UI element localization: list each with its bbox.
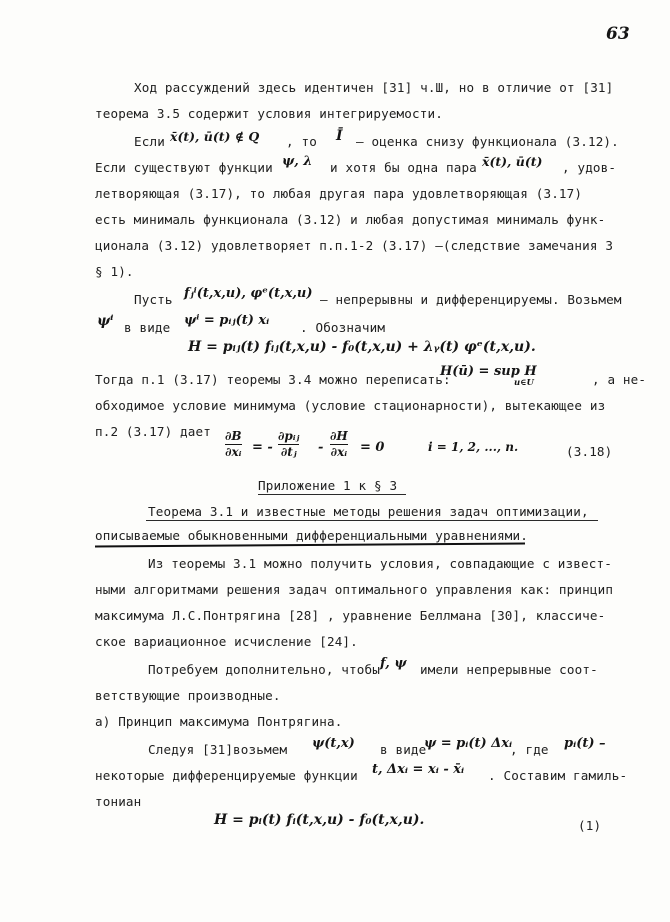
math-p-i: pᵢ(t) –	[564, 736, 606, 751]
math-psi-lambda: ψ, λ	[282, 154, 313, 169]
text-line: Тогда п.1 (3.17) теоремы 3.4 можно переписать:	[95, 372, 451, 387]
math-h-sup: H(ū) = sup H	[440, 364, 537, 379]
eq318-lhs-fraction	[225, 430, 242, 459]
text-line: ское вариационное исчисление [24].	[95, 634, 358, 649]
math-t-dx: t, Δxᵢ = xᵢ - x̄ᵢ	[372, 762, 465, 777]
appendix-heading: Приложение 1 к § 3	[258, 478, 398, 493]
text-line: в виде	[124, 320, 171, 335]
eq318-index-range: i = 1, 2, ..., n.	[428, 440, 519, 454]
eq318-lhs-num: ∂B	[225, 429, 242, 443]
text-line: , удов-	[562, 160, 617, 175]
text-line: Ход рассуждений здесь идентичен [31] ч.Ш, но в отличие от [31]	[134, 80, 614, 95]
eq318-equals-zero: = 0	[360, 440, 385, 455]
eq318-f3-num: ∂H	[330, 429, 348, 443]
page-number: 63	[606, 24, 630, 44]
text-line: Пусть	[134, 292, 173, 307]
math-psi-form: ψ = pᵢ(t) Δxᵢ	[424, 736, 513, 751]
eq318-fraction-2	[278, 430, 299, 459]
math-hamiltonian: H = pᵢ(t) fᵢ(t,x,u) - f₀(t,x,u).	[214, 812, 425, 828]
text-line: , а не-	[592, 372, 647, 387]
math-i-bar: Ī	[336, 128, 343, 144]
text-line: , то	[286, 134, 317, 149]
eq318-lhs-den: ∂xᵢ	[225, 445, 242, 459]
text-line: максимума Л.С.Понтрягина [28] , уравнение Беллмана [30], классиче-	[95, 608, 606, 623]
math-pair-xu: x̄(t), ū(t)	[482, 154, 543, 169]
text-line: ветствующие производные.	[95, 688, 281, 703]
math-fij-phi: fⱼⁱ(t,x,u), φᵉ(t,x,u)	[184, 286, 313, 301]
text-line: . Составим гамиль-	[488, 768, 628, 783]
text-line: а) Принцип максимума Понтрягина.	[95, 714, 343, 729]
text-line: тониан	[95, 794, 142, 809]
eq318-f3-den: ∂xᵢ	[330, 445, 348, 459]
math-psi-definition: ψⁱ = pᵢⱼ(t) xᵢ	[184, 313, 270, 328]
text-line: теорема 3.5 содержит условия интегрируемости.	[95, 106, 443, 121]
subheading-underline	[146, 520, 598, 521]
text-line: Если	[134, 134, 165, 149]
text-line: в виде	[380, 742, 427, 757]
text-line: обходимое условие минимума (условие стационарности), вытекающее из	[95, 398, 606, 413]
text-line: – оценка снизу функционала (3.12).	[356, 134, 619, 149]
math-f-psi: f, ψ	[380, 656, 407, 671]
text-line: , где	[510, 742, 549, 757]
subheading-line: описываемые обыкновенными дифференциальными уравнениями.	[95, 528, 528, 543]
text-line: п.2 (3.17) дает	[95, 424, 211, 439]
eq318-equals-minus: = -	[252, 440, 273, 455]
text-line: ными алгоритмами решения задач оптимального управления как: принцип	[95, 582, 614, 597]
equation-number: (3.18)	[566, 444, 613, 459]
text-line: Следуя [31]возьмем	[148, 742, 288, 757]
math-xu-not-in-q: x̄(t), ū(t) ∉ Q	[170, 129, 260, 144]
text-line: и хотя бы одна пара	[330, 160, 477, 175]
text-line: – непрерывны и дифференцируемы. Возьмем	[320, 292, 622, 307]
text-line: . Обозначим	[300, 320, 386, 335]
text-line: Из теоремы 3.1 можно получить условия, совпадающие с извест-	[148, 556, 612, 571]
eq318-f2-num: ∂pᵢⱼ	[278, 429, 300, 443]
heading-underline	[258, 494, 406, 495]
eq318-f2-den: ∂tⱼ	[280, 445, 297, 459]
subheading-line: Теорема 3.1 и известные методы решения задач оптимизации,	[148, 504, 589, 519]
math-psi-tx: ψ(t,x)	[312, 736, 355, 751]
text-line: § 1).	[95, 264, 134, 279]
text-line: Потребуем дополнительно, чтобы	[148, 662, 380, 677]
equation-number: (1)	[578, 818, 602, 833]
math-h-definition: H = pᵢⱼ(t) fᵢⱼ(t,x,u) - f₀(t,x,u) + λᵧ(t) φᵉ(t,x,u).	[188, 339, 536, 355]
math-h-sup-subscript: u∈U	[514, 378, 534, 388]
math-psi-i: ψⁱ	[97, 313, 114, 329]
text-line: ционала (3.12) удовлетворяет п.п.1-2 (3.17) –(следствие замечания 3	[95, 238, 614, 253]
eq318-fraction-3	[330, 430, 348, 459]
text-line: Если существуют функции	[95, 160, 273, 175]
text-line: летворяющая (3.17), то любая другая пара удовлетворяющая (3.17)	[95, 186, 583, 201]
text-line: есть минималь функционала (3.12) и любая допустимая минималь функ-	[95, 212, 606, 227]
eq318-minus: -	[318, 440, 324, 455]
hand-underline	[95, 542, 525, 547]
text-line: имели непрерывные соот-	[420, 662, 598, 677]
text-line: некоторые дифференцируемые функции	[95, 768, 358, 783]
